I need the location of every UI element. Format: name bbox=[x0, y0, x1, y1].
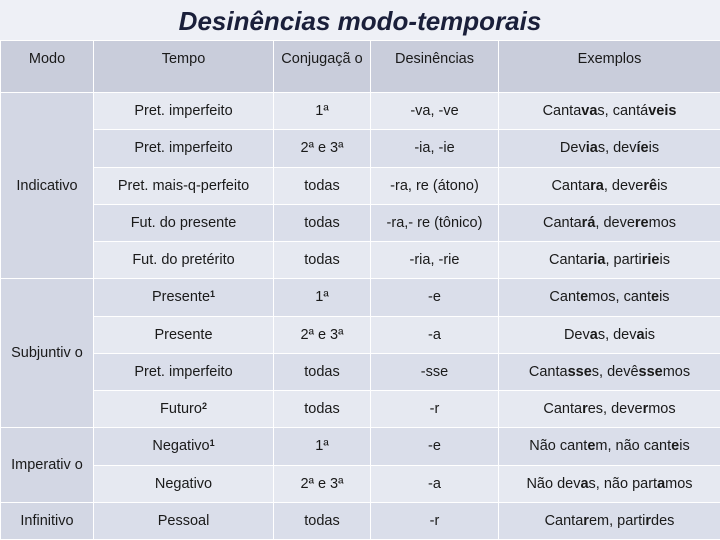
exemplo-text: is bbox=[644, 326, 656, 343]
cell-exemplo bbox=[499, 130, 720, 167]
cell-exemplo bbox=[499, 204, 720, 241]
cell-exemplo bbox=[499, 316, 720, 353]
desinencia-highlight: ra bbox=[590, 177, 604, 194]
exemplo-text: s, não part bbox=[588, 475, 658, 492]
cell-tempo bbox=[94, 502, 274, 539]
exemplo-text: is bbox=[659, 289, 670, 306]
cell-tempo bbox=[94, 353, 274, 390]
desinencia-highlight: va bbox=[581, 103, 598, 120]
exemplo-text: Dev bbox=[563, 326, 590, 343]
table-row bbox=[1, 242, 720, 279]
cell-exemplo bbox=[499, 465, 720, 502]
desinencia-highlight: a bbox=[636, 326, 645, 343]
header-modo: Modo bbox=[1, 41, 94, 93]
page-title: Desinências modo-temporais bbox=[178, 6, 542, 36]
exemplo-text: s, cantá bbox=[597, 103, 649, 120]
cell-tempo bbox=[94, 242, 274, 279]
exemplo-text: Canta bbox=[543, 401, 583, 418]
exemplo-text: s, dev bbox=[597, 140, 637, 157]
tempo-text: Fut. do presente bbox=[130, 214, 237, 231]
exemplo-text: Canta bbox=[542, 214, 582, 231]
table-row bbox=[1, 204, 720, 241]
footnote-marker: 1 bbox=[210, 289, 216, 300]
desinencia-highlight: rê bbox=[643, 177, 658, 194]
table-row bbox=[1, 391, 720, 428]
tempo-text: Pret. mais-q-perfeito bbox=[117, 177, 250, 194]
desinencia-highlight: r bbox=[583, 512, 589, 529]
cell-tempo bbox=[94, 93, 274, 130]
cell-tempo bbox=[94, 130, 274, 167]
tempo-text: Futuro bbox=[160, 401, 202, 418]
cell-exemplo bbox=[499, 93, 720, 130]
cell-desinencia: -ra,- re (tônico) bbox=[371, 204, 499, 241]
cell-tempo bbox=[94, 465, 274, 502]
table-row bbox=[1, 279, 720, 316]
desinencia-highlight: a bbox=[589, 326, 598, 343]
exemplo-text: Canta bbox=[544, 512, 584, 529]
desinencia-highlight: veis bbox=[648, 103, 677, 120]
cell-exemplo bbox=[499, 391, 720, 428]
table-row bbox=[1, 428, 720, 465]
exemplo-text: s, dev bbox=[597, 326, 637, 343]
exemplo-text: , deve bbox=[603, 177, 644, 194]
footnote-marker: 1 bbox=[209, 438, 215, 449]
cell-conjugacao: todas bbox=[274, 353, 371, 390]
desinencia-highlight: e bbox=[671, 438, 680, 455]
desinencia-highlight: rie bbox=[641, 252, 660, 269]
desinencia-highlight: e bbox=[651, 289, 660, 306]
desinencia-highlight: r bbox=[642, 401, 649, 418]
cell-desinencia: -e bbox=[371, 279, 499, 316]
table-row bbox=[1, 167, 720, 204]
exemplo-text: Não dev bbox=[526, 475, 581, 492]
cell-conjugacao: todas bbox=[274, 391, 371, 428]
cell-tempo bbox=[94, 391, 274, 428]
exemplo-text: mos, cant bbox=[588, 289, 651, 306]
cell-desinencia: -a bbox=[371, 465, 499, 502]
table-row bbox=[1, 130, 720, 167]
desinencia-highlight: a bbox=[580, 475, 589, 492]
desinencia-highlight: ria bbox=[587, 252, 606, 269]
desinencia-highlight: sse bbox=[638, 363, 663, 380]
cell-conjugacao: todas bbox=[274, 502, 371, 539]
exemplo-text: is bbox=[648, 140, 660, 157]
exemplo-text: mos bbox=[662, 363, 691, 380]
cell-conjugacao: todas bbox=[274, 167, 371, 204]
cell-conjugacao: 2ª e 3ª bbox=[274, 465, 371, 502]
header-desinencias: Desinências bbox=[371, 41, 499, 93]
cell-conjugacao: 1ª bbox=[274, 93, 371, 130]
exemplo-text: mos bbox=[665, 475, 693, 492]
exemplo-text: is bbox=[679, 438, 690, 455]
cell-exemplo bbox=[499, 279, 720, 316]
exemplo-text: Não cant bbox=[529, 438, 588, 455]
table-row bbox=[1, 353, 720, 390]
cell-conjugacao: 1ª bbox=[274, 428, 371, 465]
desinencia-highlight: r bbox=[645, 512, 652, 529]
cell-desinencia: -r bbox=[371, 502, 499, 539]
desinencia-highlight: sse bbox=[567, 363, 592, 380]
desinencia-highlight: e bbox=[580, 289, 589, 306]
exemplo-text: Canta bbox=[551, 177, 591, 194]
tempo-text: Negativo bbox=[152, 438, 210, 455]
cell-conjugacao: todas bbox=[274, 242, 371, 279]
tempo-text: Presente bbox=[154, 326, 213, 343]
exemplo-text: mos bbox=[648, 214, 677, 231]
desinencia-highlight: rá bbox=[581, 214, 596, 231]
modo-infinitivo: Infinitivo bbox=[1, 502, 94, 539]
exemplo-text: Cant bbox=[549, 289, 581, 306]
desinencia-highlight: e bbox=[587, 438, 596, 455]
exemplo-text: Dev bbox=[559, 140, 586, 157]
exemplo-text: s, devê bbox=[591, 363, 639, 380]
exemplo-text: Canta bbox=[549, 252, 588, 269]
cell-desinencia: -va, -ve bbox=[371, 93, 499, 130]
exemplo-text: es, deve bbox=[587, 401, 643, 418]
cell-exemplo bbox=[499, 242, 720, 279]
cell-desinencia: -ra, re (átono) bbox=[371, 167, 499, 204]
cell-desinencia: -a bbox=[371, 316, 499, 353]
modo-indicativo: Indicativo bbox=[1, 93, 94, 279]
header-exemplos: Exemplos bbox=[499, 41, 720, 93]
exemplo-text: m, não cant bbox=[595, 438, 672, 455]
desinencia-highlight: íe bbox=[636, 140, 649, 157]
exemplo-text: is bbox=[657, 177, 668, 194]
exemplo-text: em, parti bbox=[588, 512, 646, 529]
tempo-text: Pret. imperfeito bbox=[134, 140, 233, 157]
cell-desinencia: -e bbox=[371, 428, 499, 465]
header-row bbox=[1, 41, 720, 93]
tempo-text: Pret. imperfeito bbox=[134, 363, 233, 380]
cell-desinencia: -sse bbox=[371, 353, 499, 390]
exemplo-text: is bbox=[659, 252, 670, 269]
cell-exemplo bbox=[499, 353, 720, 390]
exemplo-text: Canta bbox=[542, 103, 582, 120]
cell-conjugacao: 2ª e 3ª bbox=[274, 316, 371, 353]
cell-desinencia: -ia, -ie bbox=[371, 130, 499, 167]
desinencias-table bbox=[0, 40, 720, 540]
exemplo-text: Canta bbox=[528, 363, 568, 380]
cell-exemplo bbox=[499, 502, 720, 539]
exemplo-text: mos bbox=[648, 401, 676, 418]
desinencia-highlight: r bbox=[582, 401, 588, 418]
cell-exemplo bbox=[499, 428, 720, 465]
tempo-text: Pret. imperfeito bbox=[134, 103, 233, 120]
cell-tempo bbox=[94, 204, 274, 241]
cell-exemplo bbox=[499, 167, 720, 204]
cell-tempo bbox=[94, 279, 274, 316]
cell-desinencia: -ria, -rie bbox=[371, 242, 499, 279]
header-conjugacao: Conjugaçã o bbox=[274, 41, 371, 93]
tempo-text: Presente bbox=[151, 289, 211, 306]
exemplo-text: , parti bbox=[605, 252, 642, 269]
tempo-text: Negativo bbox=[154, 475, 213, 492]
cell-conjugacao: 1ª bbox=[274, 279, 371, 316]
table-row bbox=[1, 93, 720, 130]
desinencia-highlight: ia bbox=[585, 140, 598, 157]
tempo-text: Fut. do pretérito bbox=[132, 252, 235, 269]
modo-imperativo: Imperativ o bbox=[1, 428, 94, 503]
table-row bbox=[1, 465, 720, 502]
cell-tempo bbox=[94, 316, 274, 353]
modo-subjuntivo: Subjuntiv o bbox=[1, 279, 94, 428]
cell-tempo bbox=[94, 428, 274, 465]
exemplo-text: des bbox=[651, 512, 675, 529]
cell-conjugacao: 2ª e 3ª bbox=[274, 130, 371, 167]
footnote-marker: 2 bbox=[201, 401, 207, 412]
desinencia-highlight: a bbox=[657, 475, 666, 492]
desinencia-highlight: re bbox=[634, 214, 649, 231]
header-tempo: Tempo bbox=[94, 41, 274, 93]
cell-tempo bbox=[94, 167, 274, 204]
cell-desinencia: -r bbox=[371, 391, 499, 428]
table-row bbox=[1, 316, 720, 353]
table-row bbox=[1, 502, 720, 539]
exemplo-text: , deve bbox=[595, 214, 635, 231]
cell-conjugacao: todas bbox=[274, 204, 371, 241]
tempo-text: Pessoal bbox=[157, 512, 210, 529]
